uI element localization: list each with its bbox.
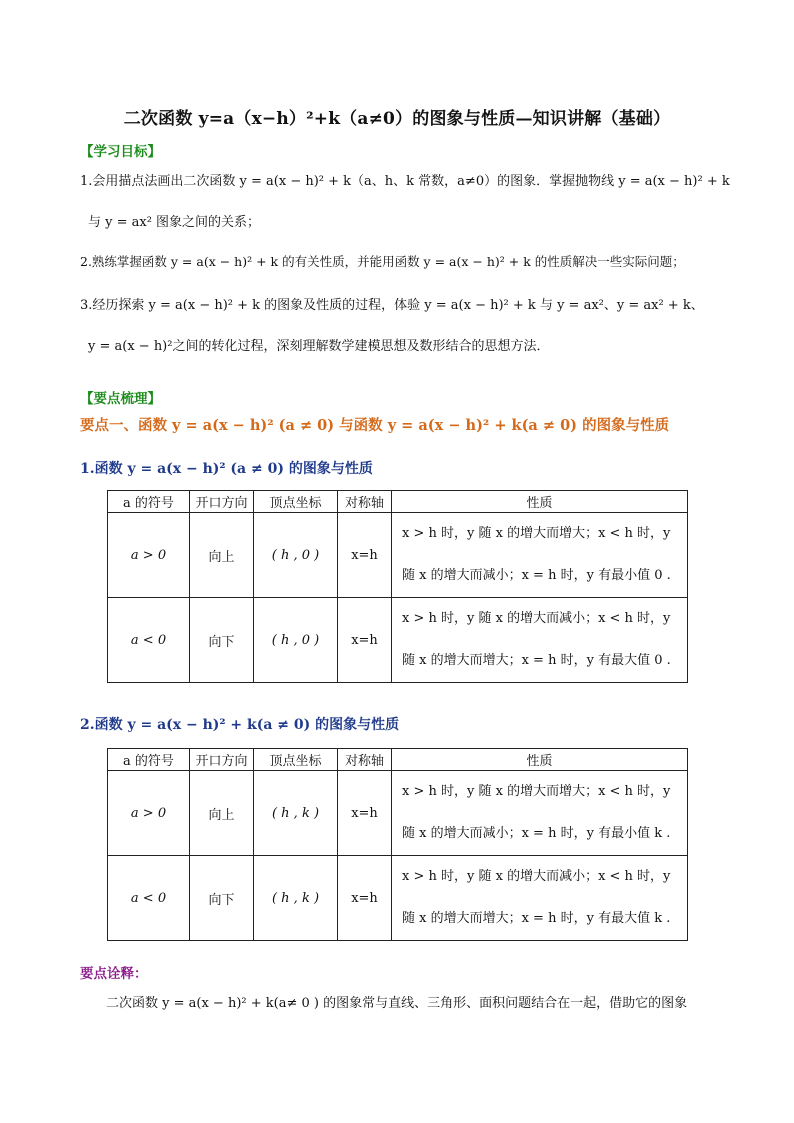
objective-3-line-2: y = a(x − h)²之间的转化过程，深刻理解数学建模思想及数形结合的思想方法．	[88, 339, 550, 354]
cell-nature	[392, 771, 688, 856]
key-point-1-heading: 要点一、函数 y = a(x − h)² (a ≠ 0) 与函数 y = a(x − h)² + k(a ≠ 0) 的图象与性质	[80, 417, 670, 434]
header-nature: 性质	[392, 749, 688, 771]
nature-line-2: 随 x 的增大而减小；x = h 时，y 有最小值 0 .	[402, 568, 671, 583]
header-direction: 开口方向	[190, 749, 254, 771]
cell-nature	[392, 598, 688, 683]
cell-sign: a > 0	[108, 771, 190, 856]
cell-axis: x=h	[338, 513, 392, 598]
cell-nature	[392, 513, 688, 598]
nature-line-1: x > h 时，y 随 x 的增大而减小；x < h 时，y	[402, 869, 671, 884]
cell-axis: x=h	[338, 856, 392, 941]
objective-2: 2.熟练掌握函数 y = a(x − h)² + k 的有关性质，并能用函数 y = a(x − h)² + k 的性质解决一些实际问题；	[80, 254, 685, 269]
objectives-tag: 【学习目标】	[80, 144, 161, 160]
header-direction: 开口方向	[190, 491, 254, 513]
cell-axis: x=h	[338, 771, 392, 856]
cell-direction: 向上	[190, 513, 254, 598]
properties-table-1	[107, 490, 688, 683]
subsection-1-heading: 1.函数 y = a(x − h)² (a ≠ 0) 的图象与性质	[80, 461, 373, 477]
header-axis: 对称轴	[338, 749, 392, 771]
nature-line-1: x > h 时，y 随 x 的增大而增大；x < h 时，y	[402, 784, 671, 799]
cell-sign: a < 0	[108, 856, 190, 941]
cell-sign: a < 0	[108, 598, 190, 683]
key-points-tag: 【要点梳理】	[80, 391, 161, 407]
note-tag: 要点诠释：	[80, 966, 148, 982]
cell-axis: x=h	[338, 598, 392, 683]
nature-line-2: 随 x 的增大而增大；x = h 时，y 有最大值 k .	[402, 911, 671, 926]
header-nature: 性质	[392, 491, 688, 513]
page-title: 二次函数 y=a（x−h）²+k（a≠0）的图象与性质—知识讲解（基础）	[123, 109, 671, 129]
table-header-row	[108, 749, 688, 771]
table-row	[108, 771, 688, 856]
objective-3-line-1: 3.经历探索 y = a(x − h)² + k 的图象及性质的过程，体验 y = a(x − h)² + k 与 y = ax²、y = ax² + k、	[80, 298, 704, 313]
cell-vertex: ( h , 0 )	[254, 598, 338, 683]
objective-1-line-2: 与 y = ax² 图象之间的关系；	[88, 215, 261, 230]
header-axis: 对称轴	[338, 491, 392, 513]
cell-vertex: ( h , k )	[254, 771, 338, 856]
properties-table-2	[107, 748, 688, 941]
cell-vertex: ( h , k )	[254, 856, 338, 941]
cell-vertex: ( h , 0 )	[254, 513, 338, 598]
header-sign: a 的符号	[108, 749, 190, 771]
table-header-row	[108, 491, 688, 513]
table-row	[108, 513, 688, 598]
cell-sign: a > 0	[108, 513, 190, 598]
cell-direction: 向下	[190, 598, 254, 683]
cell-direction: 向上	[190, 771, 254, 856]
table-row	[108, 598, 688, 683]
cell-nature	[392, 856, 688, 941]
header-vertex: 顶点坐标	[254, 491, 338, 513]
nature-line-1: x > h 时，y 随 x 的增大而减小；x < h 时，y	[402, 611, 671, 626]
header-vertex: 顶点坐标	[254, 749, 338, 771]
nature-line-2: 随 x 的增大而增大；x = h 时，y 有最大值 0 .	[402, 653, 671, 668]
subsection-2-heading: 2.函数 y = a(x − h)² + k(a ≠ 0) 的图象与性质	[80, 717, 400, 733]
header-sign: a 的符号	[108, 491, 190, 513]
nature-line-1: x > h 时，y 随 x 的增大而增大；x < h 时，y	[402, 526, 671, 541]
objective-1-line-1: 1.会用描点法画出二次函数 y = a(x − h)² + k（a、h、k 常数，a≠0）的图象．掌握抛物线 y = a(x − h)² + k	[80, 174, 730, 189]
cell-direction: 向下	[190, 856, 254, 941]
note-text: 二次函数 y = a(x − h)² + k(a≠ 0 ) 的图象常与直线、三角形、面积问题结合在一起，借助它的图象	[106, 996, 688, 1011]
nature-line-2: 随 x 的增大而减小；x = h 时，y 有最小值 k .	[402, 826, 671, 841]
table-row	[108, 856, 688, 941]
